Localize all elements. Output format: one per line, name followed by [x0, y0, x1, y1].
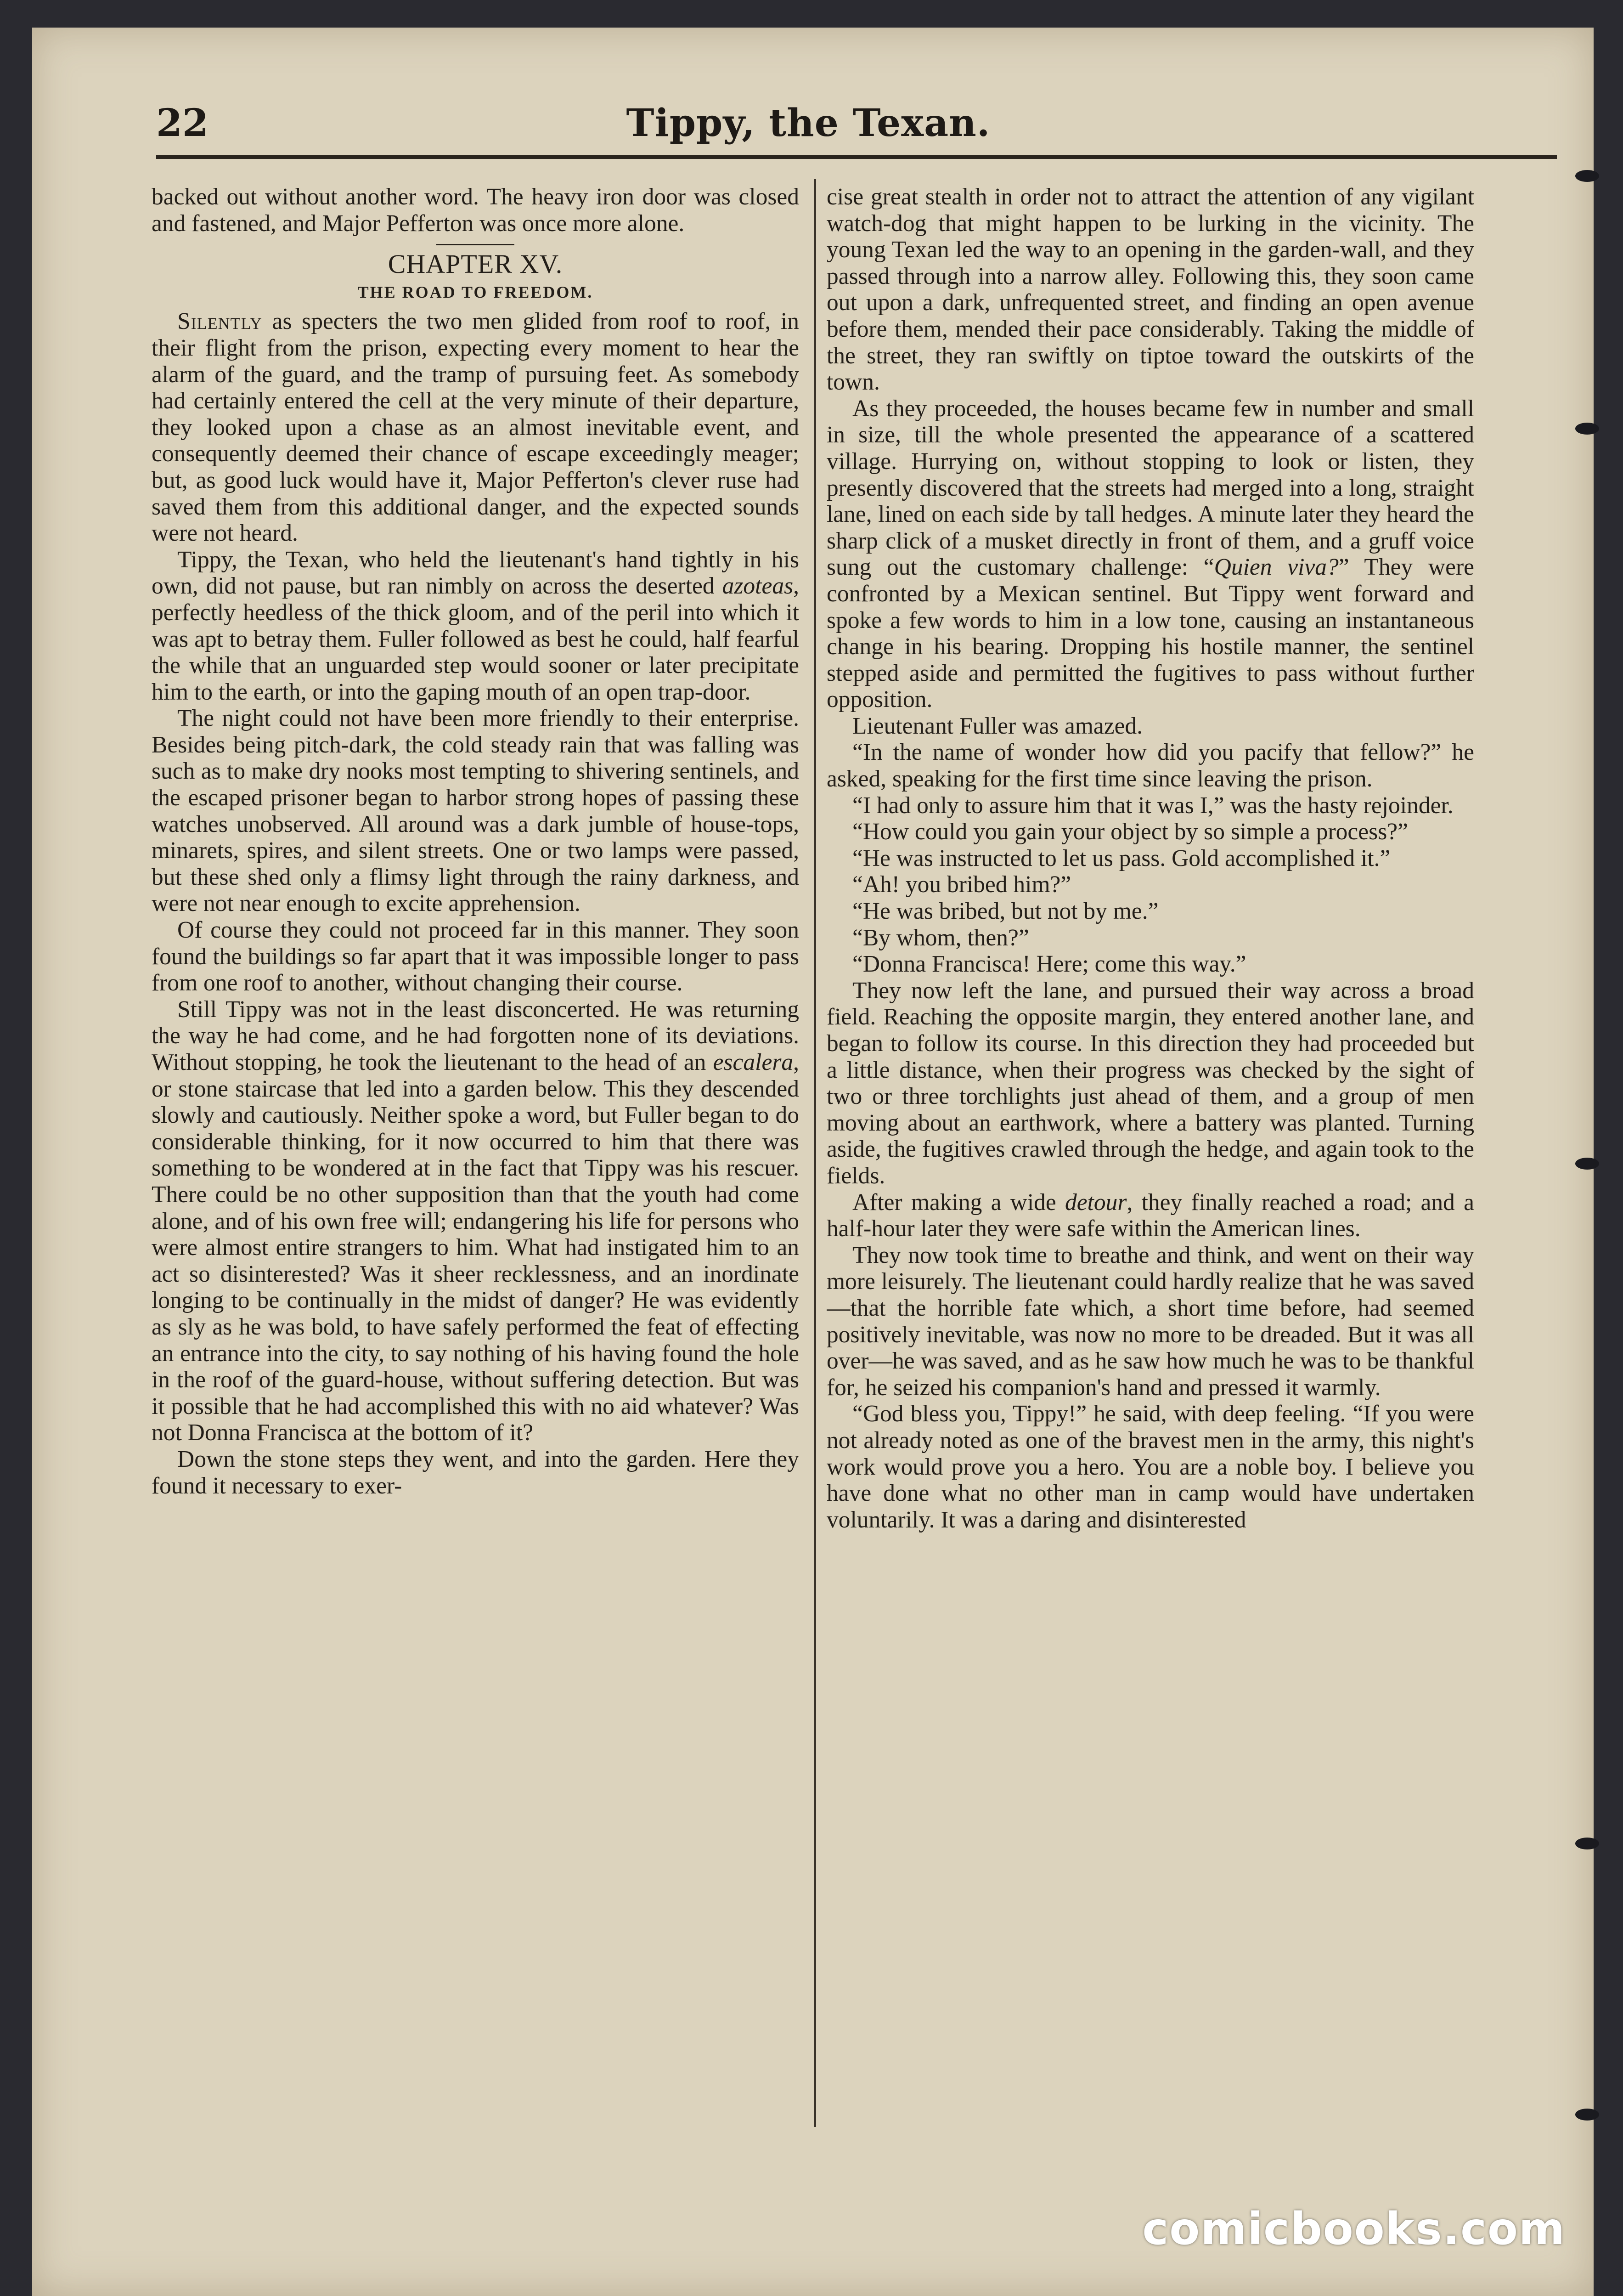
paragraph: Down the stone steps they went, and into the garden. Here they found it necessary to exer- [152, 1446, 799, 1499]
column-divider [814, 179, 816, 2127]
left-column [152, 184, 799, 2159]
paragraph: cise great stealth in order not to attract the attention of any vigilant watch-dog that might happen to be lurking in the vicinity. The young Texan led the way to an opening in the garden-wall, and they passed through into a narrow alley. Following this, they soon came out upon a dark, unfrequented street, and finding an open avenue before them, mended their pace considerably. Taking the middle of the street, they ran swiftly on tiptoe toward the outskirts of the town. [827, 184, 1474, 396]
chapter-rule [436, 244, 514, 245]
binding-hole [1575, 1158, 1599, 1170]
paragraph: Tippy, the Texan, who held the lieutenant's hand tightly in his own, did not pause, but ran nimbly on across the deserted azoteas, perfectly heedless of the thick gloom, and of the peril into which it was apt to betray them. Fuller followed as best he could, half fearful the while that an unguarded step would sooner or later precipitate him to the earth, or into the gaping mouth of an open trap-door. [152, 546, 799, 705]
paragraph: Of course they could not proceed far in this manner. They soon found the buildings so far apart that it was impossible longer to pass from one roof to another, without changing their course. [152, 917, 799, 996]
page-header [129, 101, 1488, 161]
header-rule [156, 155, 1557, 159]
paragraph: “God bless you, Tippy!” he said, with deep feeling. “If you were not already noted as one of the bravest men in the army, this night's work would prove you a hero. You are a noble boy. I believe you have done what no other man in camp would have undertaken voluntarily. It was a daring and disinterested [827, 1401, 1474, 1533]
binding-hole [1575, 170, 1599, 182]
paragraph: “I had only to assure him that it was I,” was the hasty rejoinder. [852, 792, 1454, 819]
italic-term: detour [1065, 1189, 1127, 1216]
italic-term: Quien viva? [1214, 554, 1339, 581]
paragraph: The night could not have been more friendly to their enterprise. Besides being pitch-dark, the cold steady rain that was falling was such as to make dry nooks most tempting to shivering sentinels, and the escaped prisoner began to harbor strong hopes of passing these watches unobserved. All around was a dark jumble of house-tops, minarets, spires, and silent streets. One or two lamps were passed, but these shed only a flimsy light through the rainy darkness, and were not near enough to excite apprehension. [152, 705, 799, 917]
paragraph: “How could you gain your object by so simple a process?” [852, 819, 1408, 845]
chapter-title: CHAPTER XV. [388, 249, 563, 279]
small-caps-lead: Silently [177, 308, 262, 335]
paragraph: Still Tippy was not in the least disconcerted. He was returning the way he had come, and he had forgotten none of its deviations. Without stopping, he took the lieutenant to the head of an escalera, or stone staircase that led into a garden below. This they descended slowly and cautiously. Neither spoke a word, but Fuller began to do considerable thinking, for it now occurred to him that there was something to be wondered at in the fact that Tippy was his rescuer. There could be no other supposition than that the youth had come alone, and of his own free will; endangering his life for persons who were almost entire strangers to him. What had instigated him to an act so disinterested? Was it sheer recklessness, and an inordinate longing to be continually in the midst of danger? He was evidently as sly as he was bold, to have safely performed the feat of effecting an entrance into the city, to say nothing of his having found the hole in the roof of the guard-house, without suffering detection. But was it possible that he had accomplished this with no aid whatever? Was not Donna Francisca at the bottom of it? [152, 996, 799, 1446]
italic-term: escalera [713, 1049, 794, 1075]
italic-term: azoteas [722, 573, 794, 599]
paragraph: After making a wide detour, they finally reached a road; and a half-hour later they were safe within the American lines. [827, 1189, 1474, 1242]
page-number: 22 [156, 101, 209, 145]
running-title: Tippy, the Texan. [626, 101, 991, 145]
watermark: comicbooks.com [1142, 2203, 1566, 2255]
right-column [827, 184, 1474, 2159]
binding-hole [1575, 423, 1599, 435]
paragraph: As they proceeded, the houses became few in number and small in size, till the whole presented the appearance of a scattered village. Hurrying on, without stopping to look or listen, they presently discovered that the streets had merged into a long, straight lane, lined on each side by tall hedges. A minute later they heard the sharp click of a musket directly in front of them, and a gruff voice sung out the customary challenge: “Quien viva?” They were confronted by a Mexican sentinel. But Tippy went forward and spoke a few words to him in a low tone, causing an instantaneous change in his bearing. Dropping his hostile manner, the sentinel stepped aside and permitted the fugitives to pass without further opposition. [827, 395, 1474, 713]
binding-hole [1575, 2109, 1599, 2121]
paragraph: They now took time to breathe and think, and went on their way more leisurely. The lieutenant could hardly realize that he was saved—that the horrible fate which, a short time before, had seemed positively inevitable, was now no more to be dreaded. But it was all over—he was saved, and as he saw how much he was to be thankful for, he seized his companion's hand and pressed it warmly. [827, 1242, 1474, 1401]
paragraph: They now left the lane, and pursued their way across a broad field. Reaching the opposite margin, they entered another lane, and began to follow its course. In this direction they had proceeded but a little distance, when their progress was checked by the sight of two or three torchlights just ahead of them, and a group of men moving about an earthwork, where a battery was planted. Turning aside, the fugitives crawled through the hedge, and again took to the fields. [827, 977, 1474, 1189]
binding-hole [1575, 1838, 1599, 1849]
paragraph: Silently as specters the two men glided from roof to roof, in their flight from the prison, expecting every moment to hear the alarm of the guard, and the tramp of pursuing feet. As somebody had certainly entered the cell at the very minute of their departure, they looked upon a chase as an almost inevitable event, and consequently deemed their chance of escape exceedingly meager; but, as good luck would have it, Major Pefferton's clever ruse had saved them from this additional danger, and the expected sounds were not heard. [152, 308, 799, 547]
chapter-subtitle: THE ROAD TO FREEDOM. [357, 283, 593, 301]
paragraph: Lieutenant Fuller was amazed. [852, 713, 1143, 739]
paragraph: “In the name of wonder how did you pacify that fellow?” he asked, speaking for the first time since leaving the prison. [827, 739, 1474, 792]
paragraph: “Donna Francisca! Here; come this way.” [852, 951, 1246, 978]
paragraph: “He was bribed, but not by me.” [852, 898, 1159, 925]
paragraph: “Ah! you bribed him?” [852, 871, 1071, 898]
paragraph: “By whom, then?” [852, 924, 1029, 951]
paragraph: “He was instructed to let us pass. Gold accomplished it.” [852, 845, 1391, 871]
paragraph: backed out without another word. The heavy iron door was closed and fastened, and Major Pefferton was once more alone. [152, 184, 799, 237]
